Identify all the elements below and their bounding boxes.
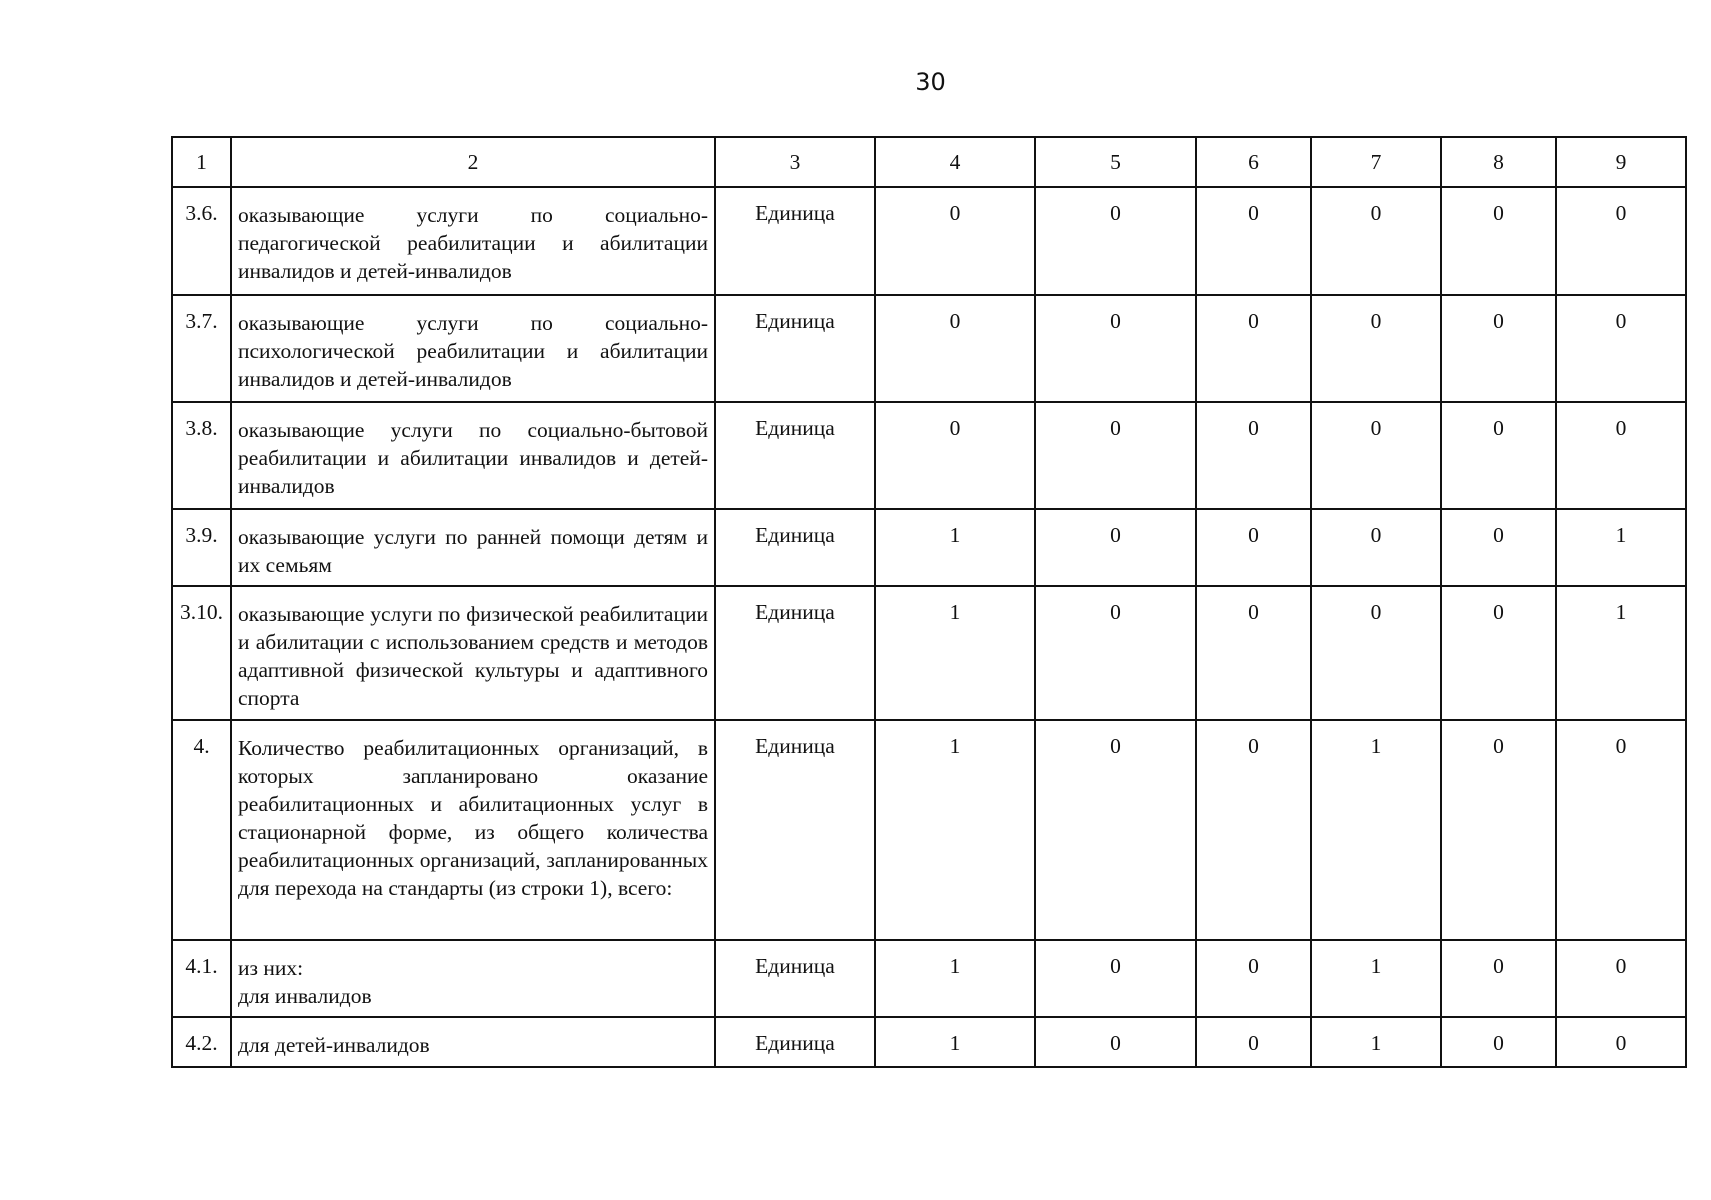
row-number: 3.10. [172,586,231,720]
row-unit: Единица [715,187,875,295]
row-value: 0 [1441,720,1556,940]
row-value: 0 [1035,509,1196,586]
row-number: 3.8. [172,402,231,509]
header-cell: 3 [715,137,875,187]
table-row [172,940,1686,1017]
row-value: 0 [1196,509,1311,586]
row-value: 0 [1441,586,1556,720]
row-unit: Единица [715,586,875,720]
table-row [172,187,1686,295]
row-description: оказывающие услуги по социально-педагогической реабилитации и абилитации инвалидов и детей-инвалидов [231,187,715,295]
header-cell: 6 [1196,137,1311,187]
row-description: из них: для инвалидов [231,940,715,1017]
row-description: оказывающие услуги по социально-бытовой реабилитации и абилитации инвалидов и детей-инвалидов [231,402,715,509]
row-value: 0 [1035,295,1196,402]
header-cell: 9 [1556,137,1686,187]
row-unit: Единица [715,720,875,940]
row-value: 0 [1556,295,1686,402]
header-cell: 8 [1441,137,1556,187]
table-row [172,295,1686,402]
row-value: 0 [1196,940,1311,1017]
row-value: 0 [875,295,1035,402]
row-description: оказывающие услуги по социально-психологической реабилитации и абилитации инвалидов и детей-инвалидов [231,295,715,402]
row-value: 0 [1556,402,1686,509]
row-value: 1 [875,586,1035,720]
row-value: 1 [1311,720,1441,940]
row-value: 0 [1035,940,1196,1017]
row-value: 0 [1556,187,1686,295]
row-number: 4.1. [172,940,231,1017]
row-unit: Единица [715,295,875,402]
row-value: 1 [1311,940,1441,1017]
row-number: 3.7. [172,295,231,402]
row-value: 0 [875,187,1035,295]
row-value: 0 [1556,940,1686,1017]
row-value: 1 [1556,586,1686,720]
row-value: 0 [1441,1017,1556,1067]
row-value: 0 [1441,402,1556,509]
row-value: 0 [1035,187,1196,295]
row-number: 4. [172,720,231,940]
header-cell: 4 [875,137,1035,187]
row-value: 0 [1441,295,1556,402]
row-value: 0 [1311,586,1441,720]
row-value: 0 [1196,720,1311,940]
row-value: 0 [1196,402,1311,509]
row-value: 1 [875,1017,1035,1067]
row-value: 0 [1311,187,1441,295]
row-value: 0 [1035,402,1196,509]
row-number: 4.2. [172,1017,231,1067]
table-row [172,509,1686,586]
row-number: 3.9. [172,509,231,586]
table-row [172,720,1686,940]
header-cell: 7 [1311,137,1441,187]
row-value: 0 [1311,295,1441,402]
row-value: 0 [1556,720,1686,940]
table-row [172,402,1686,509]
table-row [172,586,1686,720]
header-cell: 5 [1035,137,1196,187]
row-unit: Единица [715,509,875,586]
row-description: Количество реабилитационных организаций, в которых запланировано оказание реабилитационных и абилитационных услуг в стационарной форме, из общего количества реабилитационных организаций, запланированных для перехода на стандарты (из строки 1), всего: [231,720,715,940]
row-description: для детей-инвалидов [231,1017,715,1067]
row-value: 1 [1311,1017,1441,1067]
row-value: 0 [1556,1017,1686,1067]
row-description: оказывающие услуги по физической реабилитации и абилитации с использованием средств и методов адаптивной физической культуры и адаптивного спорта [231,586,715,720]
row-value: 0 [1035,1017,1196,1067]
row-value: 1 [875,509,1035,586]
header-cell: 2 [231,137,715,187]
row-unit: Единица [715,1017,875,1067]
row-value: 0 [1441,509,1556,586]
header-row [172,137,1686,187]
row-value: 0 [1441,187,1556,295]
row-value: 0 [1196,187,1311,295]
row-value: 0 [875,402,1035,509]
row-value: 1 [1556,509,1686,586]
row-value: 0 [1035,720,1196,940]
row-value: 0 [1196,1017,1311,1067]
row-value: 0 [1196,586,1311,720]
data-table [171,136,1687,1068]
header-cell: 1 [172,137,231,187]
page-number: 30 [915,68,946,96]
row-number: 3.6. [172,187,231,295]
row-value: 0 [1035,586,1196,720]
row-value: 0 [1441,940,1556,1017]
row-value: 1 [875,720,1035,940]
row-value: 1 [875,940,1035,1017]
row-value: 0 [1311,509,1441,586]
table-row [172,1017,1686,1067]
row-unit: Единица [715,940,875,1017]
row-description: оказывающие услуги по ранней помощи детям и их семьям [231,509,715,586]
row-value: 0 [1311,402,1441,509]
row-value: 0 [1196,295,1311,402]
row-unit: Единица [715,402,875,509]
